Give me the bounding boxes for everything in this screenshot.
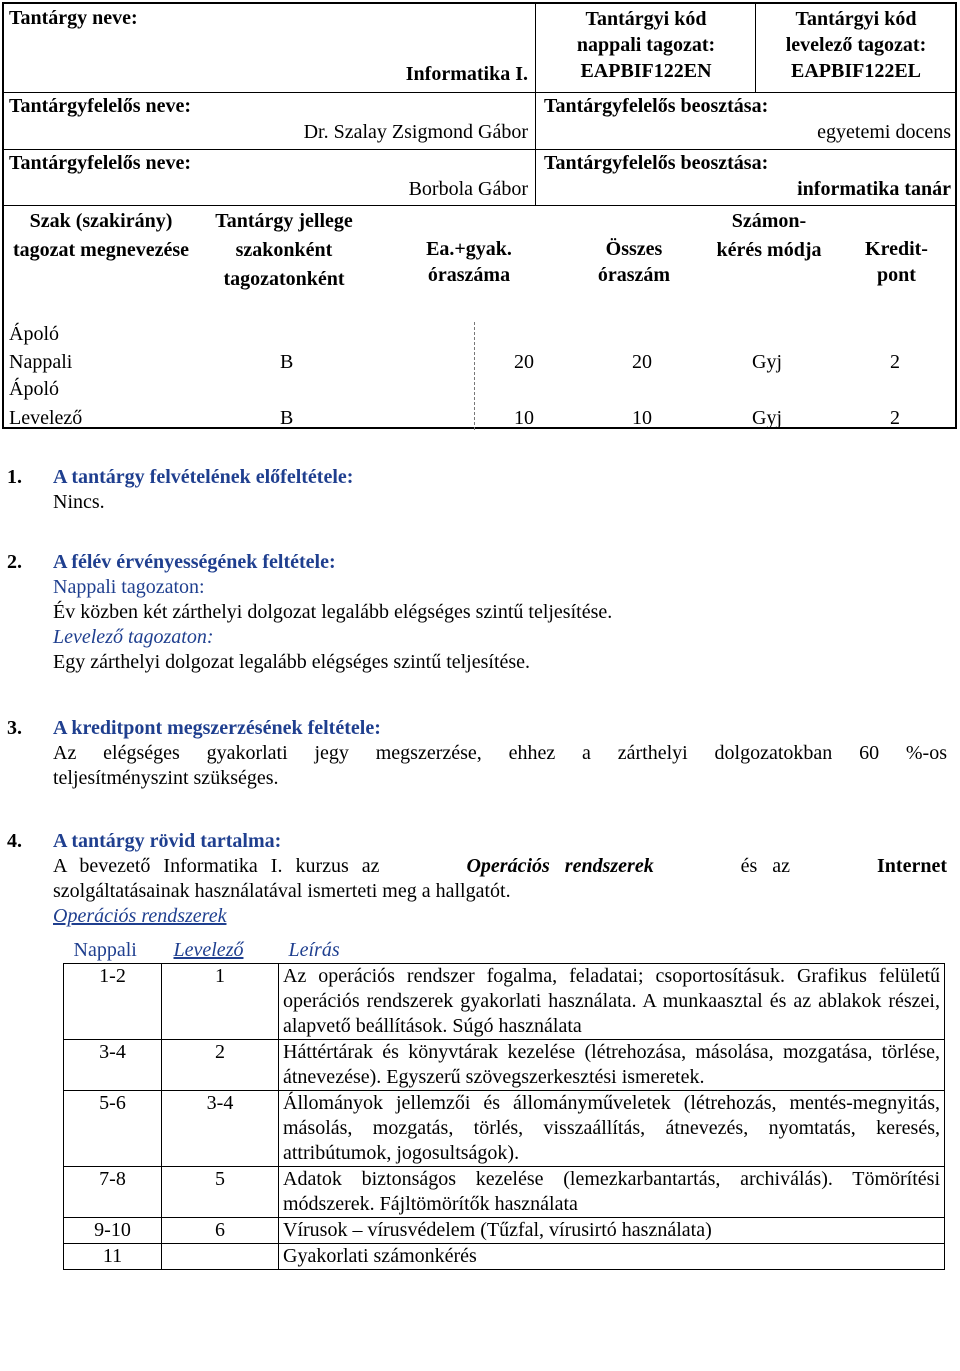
content-text-internet: Internet	[877, 855, 947, 877]
row-corr: 6	[162, 1218, 279, 1244]
row1-szak: Ápoló	[9, 323, 59, 345]
row1-jelleg: B	[280, 351, 294, 373]
row2-ora: 10	[514, 407, 534, 429]
credit-line-1: Az elégséges gyakorlati jegy megszerzése, ehhez a zárthelyi dolgozatokban 60 %-os	[53, 742, 947, 764]
resp2-pos-label: Tantárgyfelelős beosztása:	[544, 152, 769, 174]
section-title: A tantárgy rövid tartalma:	[53, 830, 282, 852]
topics-table	[63, 938, 945, 1270]
row-day: 5-6	[64, 1091, 162, 1167]
content-text-os: Operációs rendszerek	[466, 855, 654, 877]
section-number: 4.	[7, 830, 22, 852]
col-corr	[162, 938, 279, 964]
resp1-pos-label: Tantárgyfelelős beosztása:	[544, 95, 769, 117]
row-desc: Állományok jellemzői és állományműveletek (létrehozás, mentés-megnyitás, másolás, mozgatás, törlés, visszaállítás, átnevezés, nyomtatás, keresés, attribútumok, jogosultságok).	[279, 1091, 945, 1167]
day-label: Nappali tagozaton:	[53, 576, 205, 598]
col-corr-label: Levelező	[173, 939, 244, 961]
section-number: 3.	[7, 717, 22, 739]
content-line-1	[53, 854, 947, 879]
table-row	[64, 1167, 945, 1218]
table-row	[64, 1244, 945, 1270]
col-jelleg: Tantárgy jellege szakonként tagozatonként	[215, 210, 353, 290]
row-day: 7-8	[64, 1167, 162, 1218]
row-desc: Vírusok – vírusvédelem (Tűzfal, vírusirtó használata)	[279, 1218, 945, 1244]
col-desc-label: Leírás	[288, 939, 340, 961]
row2-tagozat: Levelező	[9, 407, 83, 429]
resp2-label: Tantárgyfelelős neve:	[9, 152, 192, 174]
section-number: 1.	[7, 466, 22, 488]
col-desc	[279, 938, 945, 964]
course-header-table	[2, 2, 957, 429]
col-szamon: Számon-kérés módja	[716, 210, 822, 261]
row-corr: 3-4	[162, 1091, 279, 1167]
row-day: 3-4	[64, 1040, 162, 1091]
row-desc: Az operációs rendszer fogalma, feladatai; csoportosításuk. Grafikus felületű operációs rendszerek gyakorlati használata. A munkaasztal és az ablakok részei, alapvető beállítások. Súgó használata	[279, 964, 945, 1040]
col-ora: Ea.+gyak. óraszáma	[426, 238, 512, 286]
row1-tagozat: Nappali	[9, 351, 73, 373]
row2-kredit: 2	[890, 407, 900, 429]
content-text-a: A bevezető Informatika I. kurzus az	[53, 855, 380, 877]
table-row	[64, 1091, 945, 1167]
section-title: A kreditpont megszerzésének feltétele:	[53, 717, 381, 739]
course-name-label: Tantárgy neve:	[9, 7, 138, 29]
section-text: Nincs.	[53, 491, 105, 513]
row1-kredit: 2	[890, 351, 900, 373]
col-osszes: Összes óraszám	[597, 238, 671, 286]
table-row	[64, 1218, 945, 1244]
section-content	[7, 829, 947, 929]
row2-osszes: 10	[632, 407, 652, 429]
section-prerequisite	[7, 465, 947, 515]
row-desc: Háttértárak és könyvtárak kezelése (létrehozása, másolása, mozgatása, törlése, átnevezése). Egyszerű szövegszerkesztési ismeretek.	[279, 1040, 945, 1091]
row-corr: 5	[162, 1167, 279, 1218]
row-corr: 1	[162, 964, 279, 1040]
row2-jelleg: B	[280, 407, 294, 429]
corr-text: Egy zárthelyi dolgozat legalább elégséges szintű teljesítése.	[53, 651, 531, 673]
section-validity	[7, 550, 947, 675]
resp2-pos: informatika tanár	[797, 178, 951, 200]
col-szak: Szak (szakirány) tagozat megnevezése	[12, 210, 190, 261]
col-kredit: Kredit-pont	[865, 238, 928, 286]
code-corr-value: EAPBIF122EL	[790, 60, 922, 82]
row-desc: Adatok biztonságos kezelése (lemezkarbantartás, archiválás). Tömörítési módszerek. Fájltömörítők használata	[279, 1167, 945, 1218]
resp1-name: Dr. Szalay Zsigmond Gábor	[303, 121, 528, 143]
code-corr	[759, 6, 953, 84]
code-corr-label: Tantárgyi kód levelező tagozat:	[785, 8, 927, 56]
row2-szak: Ápoló	[9, 378, 59, 400]
col-day-label: Nappali	[73, 939, 137, 961]
row-day: 11	[64, 1244, 162, 1270]
resp1-pos: egyetemi docens	[817, 121, 951, 143]
row1-szamon: Gyj	[752, 351, 782, 373]
code-day-value: EAPBIF122EN	[580, 60, 712, 82]
topics-header-row	[64, 938, 945, 964]
row-day: 1-2	[64, 964, 162, 1040]
table-row	[64, 1040, 945, 1091]
row-desc: Gyakorlati számonkérés	[279, 1244, 945, 1270]
section-credit	[7, 716, 947, 791]
credit-line-2: teljesítményszint szükséges.	[53, 767, 279, 789]
col-day	[64, 938, 162, 964]
resp1-label: Tantárgyfelelős neve:	[9, 95, 192, 117]
section-title: A tantárgy felvételének előfeltétele:	[53, 466, 354, 488]
content-text-c: és az	[740, 855, 791, 877]
table-row	[64, 964, 945, 1040]
resp2-name: Borbola Gábor	[408, 178, 528, 200]
content-line-2: szolgáltatásainak használatával ismerteti meg a hallgatót.	[53, 880, 511, 902]
row1-ora: 20	[514, 351, 534, 373]
code-day	[539, 6, 753, 84]
section-title: A félév érvényességének feltétele:	[53, 551, 336, 573]
row-corr: 2	[162, 1040, 279, 1091]
row1-osszes: 20	[632, 351, 652, 373]
course-name: Informatika I.	[405, 63, 528, 85]
code-day-label: Tantárgyi kód nappali tagozat:	[576, 8, 716, 56]
row-corr	[162, 1244, 279, 1270]
section-number: 2.	[7, 551, 22, 573]
day-text: Év közben két zárthelyi dolgozat legalább elégséges szintű teljesítése.	[53, 601, 613, 623]
row2-szamon: Gyj	[752, 407, 782, 429]
row-day: 9-10	[64, 1218, 162, 1244]
corr-label: Levelező tagozaton:	[53, 626, 214, 648]
subsection-title: Operációs rendszerek	[53, 905, 227, 927]
